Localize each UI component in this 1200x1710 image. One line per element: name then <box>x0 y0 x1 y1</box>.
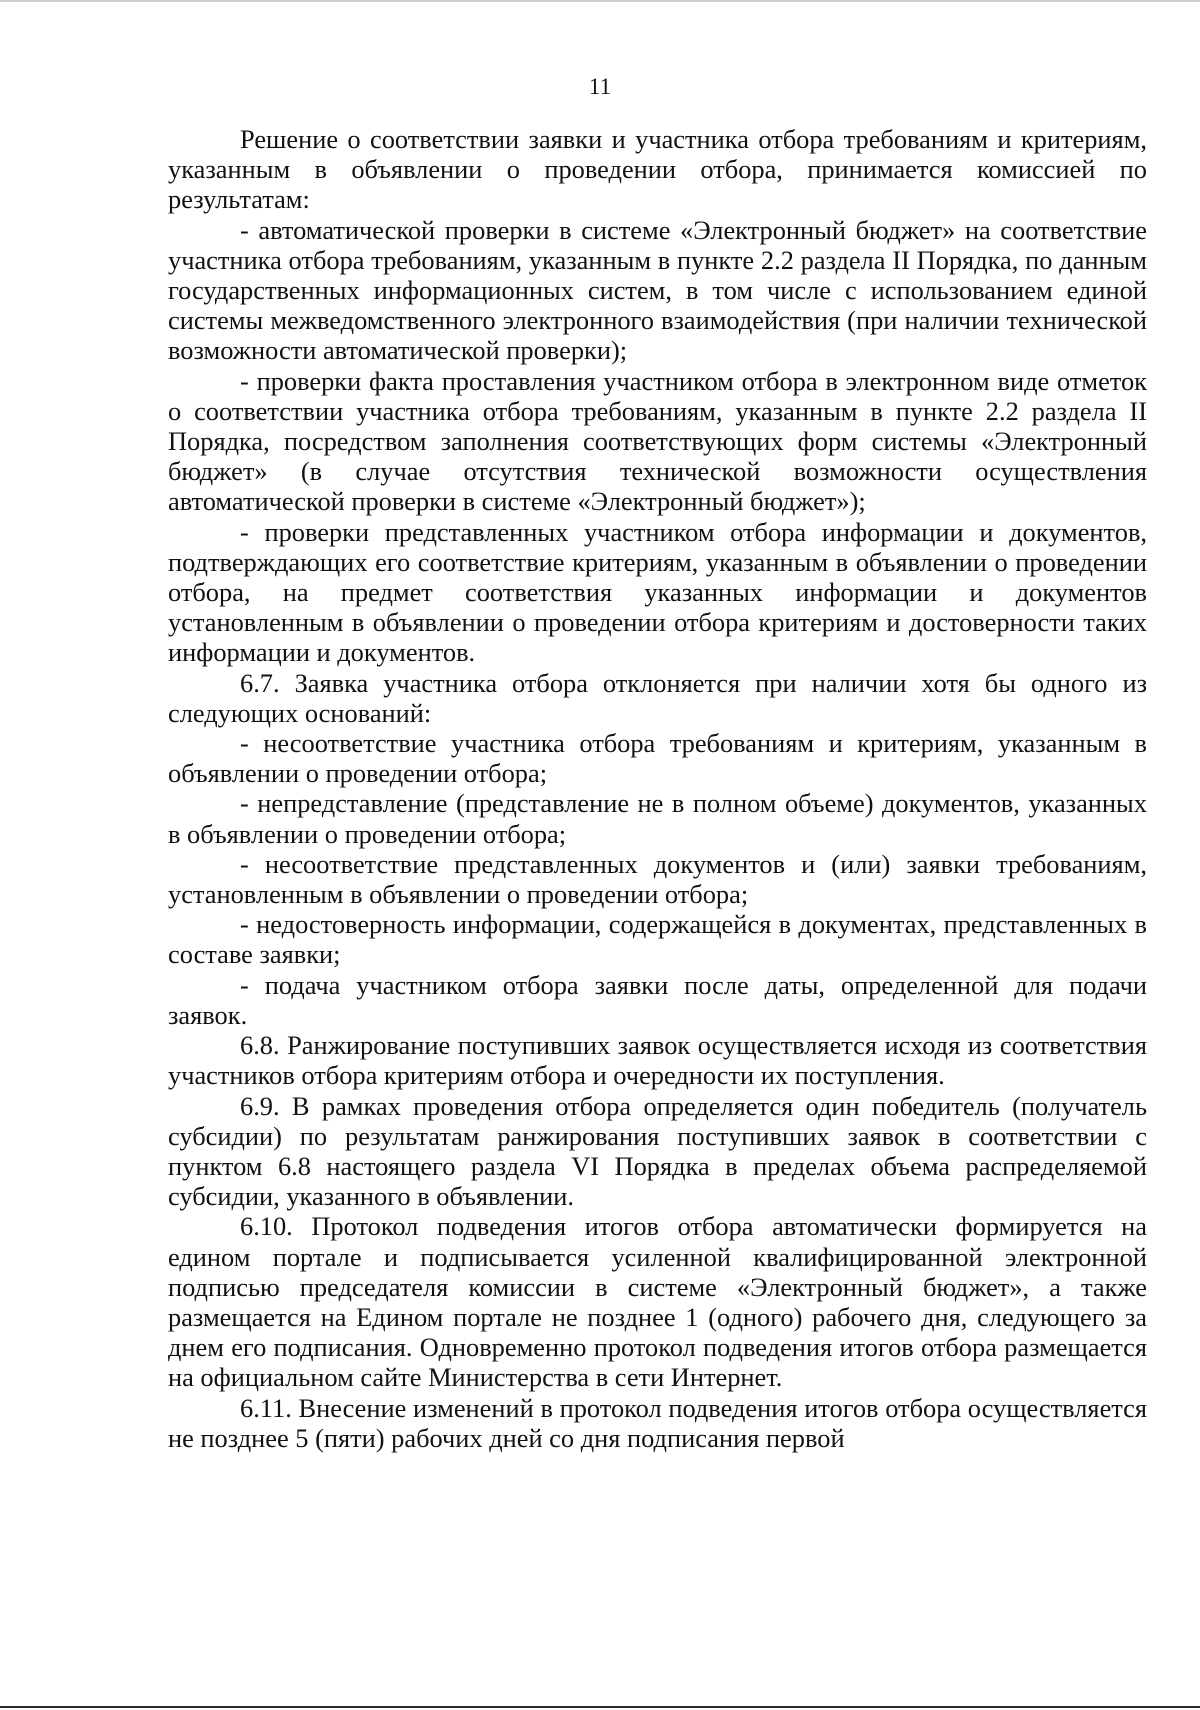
paragraph-6-11: 6.11. Внесение изменений в протокол подведения итогов отбора осуществляется не позднее 5 (пяти) рабочих дней со дня подписания первой <box>168 1392 1147 1453</box>
list-item-reject-2: - непредставление (представление не в полном объеме) документов, указанных в объявлении о проведении отбора; <box>168 788 1147 849</box>
scan-edge-bottom <box>0 1706 1200 1708</box>
scan-edge-top <box>0 0 1200 2</box>
list-item-reject-3: - несоответствие представленных документов и (или) заявки требованиям, установленным в объявлении о проведении отбора; <box>168 848 1147 910</box>
paragraph-6-8: 6.8. Ранжирование поступивших заявок осуществляется исходя из соответствия участников отбора критериям отбора и очередности их поступления. <box>168 1030 1147 1091</box>
document-body <box>168 124 1147 1453</box>
list-item-reject-5: - подача участником отбора заявки после даты, определенной для подачи заявок. <box>168 969 1147 1030</box>
list-item-reject-4: - недостоверность информации, содержащейся в документах, представленных в составе заявки; <box>168 909 1147 970</box>
paragraph-6-9: 6.9. В рамках проведения отбора определяется один победитель (получатель субсидии) по результатам ранжирования поступивших заявок в соответствии с пунктом 6.8 настоящего раздела VI Порядка в пределах объема распределяемой субсидии, указанного в объявлении. <box>168 1090 1147 1212</box>
paragraph-documents-check: - проверки представленных участником отбора информации и документов, подтверждающих его соответствие критериям, указанным в объявлении о проведении отбора, на предмет соответствия указанных информации и документов установленным в объявлении о проведении отбора критериям и достоверности таких информации и документов. <box>168 516 1147 668</box>
paragraph-decision-intro: Решение о соответствии заявки и участника отбора требованиям и критериям, указанным в объявлении о проведении отбора, принимается комиссией по результатам: <box>168 124 1147 215</box>
paragraph-6-10: 6.10. Протокол подведения итогов отбора автоматически формируется на едином портале и подписывается усиленной квалифицированной электронной подписью председателя комиссии в системе «Электронный бюджет», а также размещается на Едином портале не позднее 1 (одного) рабочего дня, следующего за днем его подписания. Одновременно протокол подведения итогов отбора размещается на официальном сайте Министерства в сети Интернет. <box>168 1211 1147 1393</box>
page-number: 11 <box>588 74 612 99</box>
paragraph-marks-check: - проверки факта проставления участником отбора в электронном виде отметок о соответствии участника отбора требованиям, указанным в пункте 2.2 раздела II Порядка, посредством заполнения соответствующих форм системы «Электронный бюджет» (в случае отсутствия технической возможности осуществления автоматической проверки в системе «Электронный бюджет»); <box>168 365 1147 517</box>
list-item-reject-1: - несоответствие участника отбора требованиям и критериям, указанным в объявлении о проведении отбора; <box>168 728 1147 789</box>
paragraph-automatic-check: - автоматической проверки в системе «Электронный бюджет» на соответствие участника отбора требованиям, указанным в пункте 2.2 раздела II Порядка, по данным государственных информационных систем, в том числе с использованием единой системы межведомственного электронного взаимодействия (при наличии технической возможности автоматической проверки); <box>168 214 1147 366</box>
paragraph-6-7: 6.7. Заявка участника отбора отклоняется при наличии хотя бы одного из следующих оснований: <box>168 667 1147 728</box>
